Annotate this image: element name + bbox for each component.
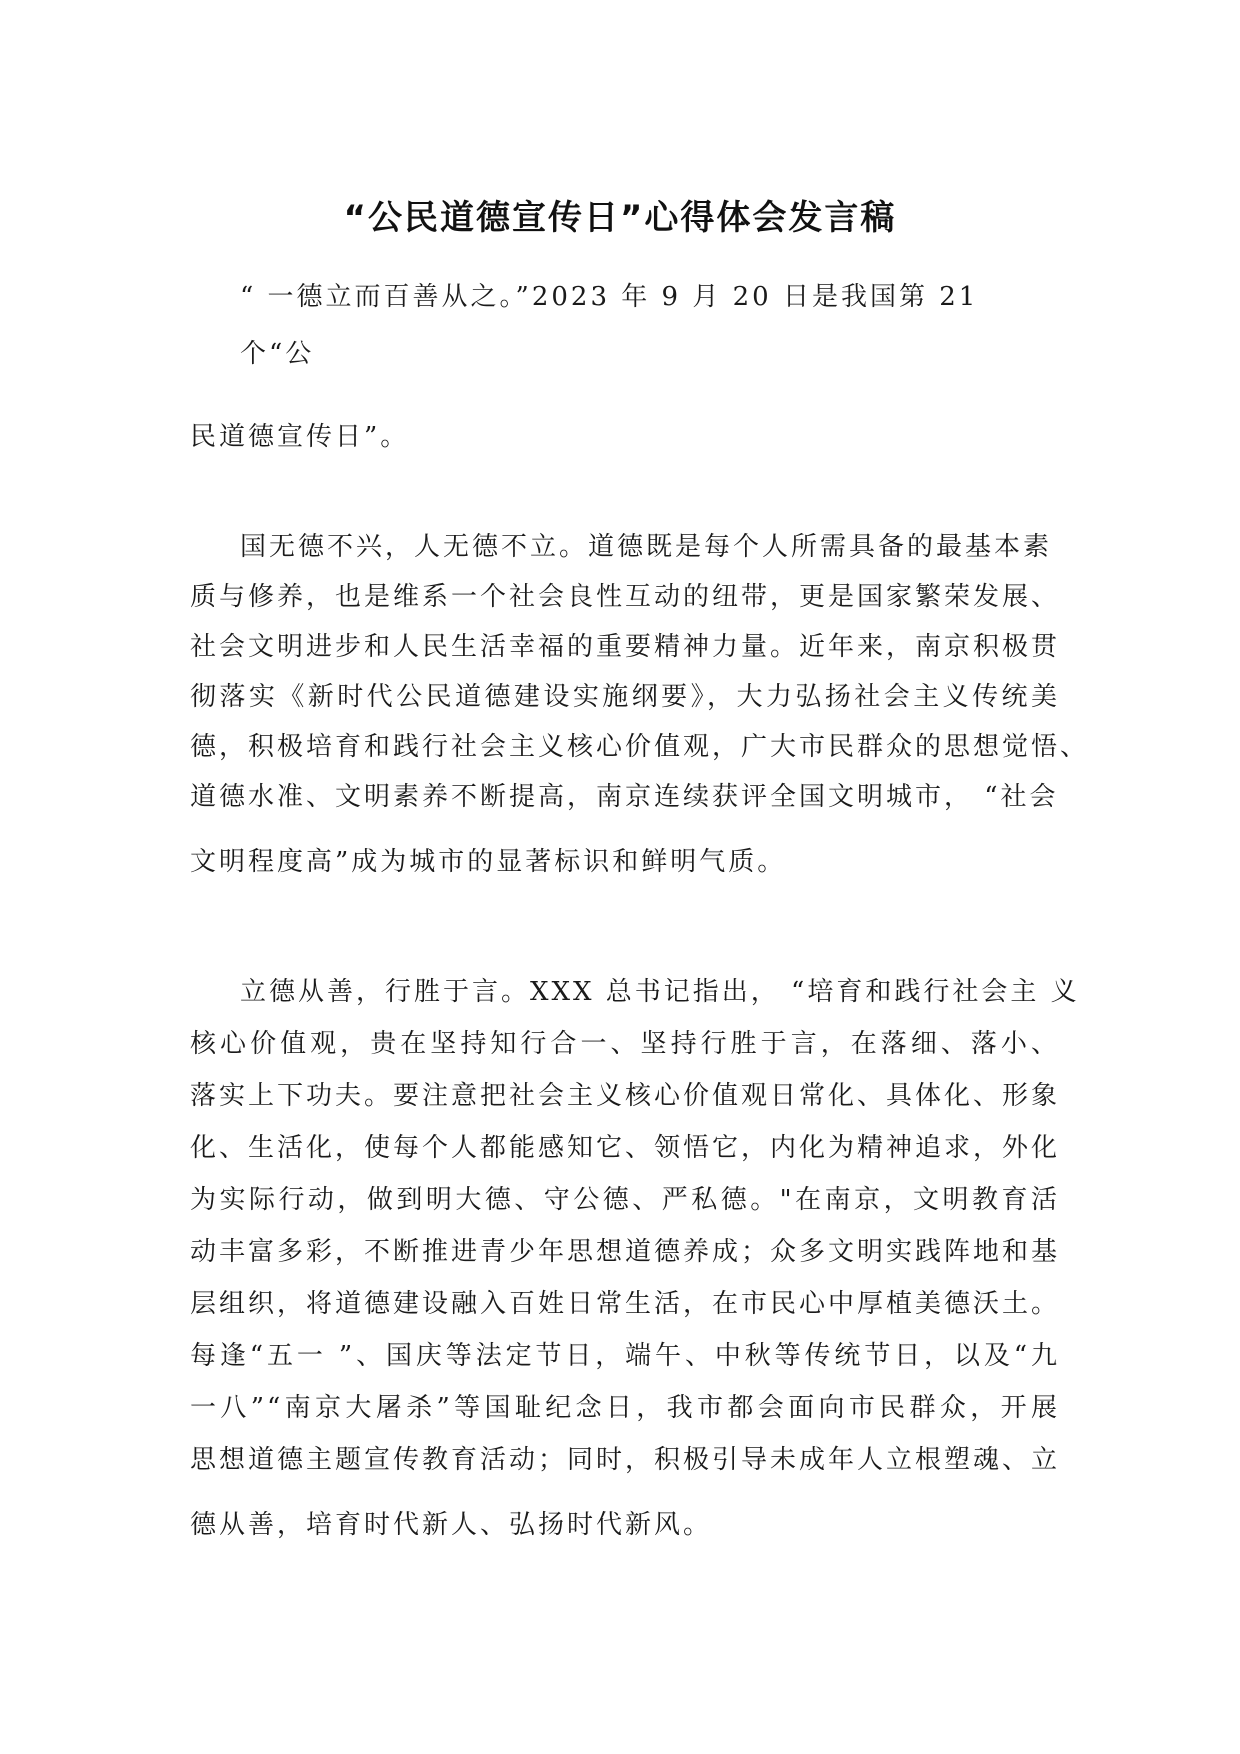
paragraph2-line-2: 质与修养，也是维系一个社会良性互动的纽带，更是国家繁荣发展、 [190,582,1061,612]
paragraph3-line-3: 落实上下功夫。要注意把社会主义核心价值观日常化、具体化、形象 [190,1081,1061,1111]
intro-line-1: “ 一德立而百善从之。”2023 年 9 月 20 日是我国第 21 [240,282,979,312]
paragraph3-line-7: 层组织，将道德建设融入百姓日常生活，在市民心中厚植美德沃土。 [190,1289,1061,1319]
paragraph3-line-11: 德从善，培育时代新人、弘扬时代新风。 [190,1510,713,1540]
paragraph3-line-10: 思想道德主题宣传教育活动；同时，积极引导未成年人立根塑魂、立 [190,1445,1061,1475]
paragraph2-line-5: 德，积极培育和践行社会主义核心价值观，广大市民群众的思想觉悟、 [190,732,1090,762]
paragraph2-line-3: 社会文明进步和人民生活幸福的重要精神力量。近年来，南京积极贯 [190,632,1061,662]
paragraph2-line-7: 文明程度高”成为城市的显著标识和鲜明气质。 [190,847,787,877]
paragraph3-line-1: 立德从善，行胜于言。XXX 总书记指出， “培育和践行社会主 义 [240,977,1080,1007]
intro-line-3: 民道德宣传日”。 [190,422,410,452]
paragraph3-line-5: 为实际行动，做到明大德、守公德、严私德。"在南京，文明教育活 [190,1185,1060,1215]
paragraph3-line-6: 动丰富多彩，不断推进青少年思想道德养成；众多文明实践阵地和基 [190,1237,1061,1267]
paragraph3-line-9: 一八”“南京大屠杀”等国耻纪念日，我市都会面向市民群众，开展 [190,1393,1060,1423]
paragraph2-line-6: 道德水准、文明素养不断提高，南京连续获评全国文明城市， “社会 [190,782,1059,812]
paragraph2-line-1: 国无德不兴，人无德不立。道德既是每个人所需具备的最基本素 [240,532,1053,562]
paragraph3-line-8: 每逢“五一 ”、国庆等法定节日，端午、中秋等传统节日，以及“九 [190,1341,1060,1371]
document-title: “公民道德宣传日”心得体会发言稿 [343,198,897,238]
paragraph3-line-2: 核心价值观，贵在坚持知行合一、坚持行胜于言，在落细、落小、 [190,1029,1060,1059]
intro-line-2: 个“公 [240,339,315,369]
paragraph2-line-4: 彻落实《新时代公民道德建设实施纲要》，大力弘扬社会主义传统美 [190,682,1060,712]
paragraph3-line-4: 化、生活化，使每个人都能感知它、领悟它，内化为精神追求，外化 [190,1133,1061,1163]
